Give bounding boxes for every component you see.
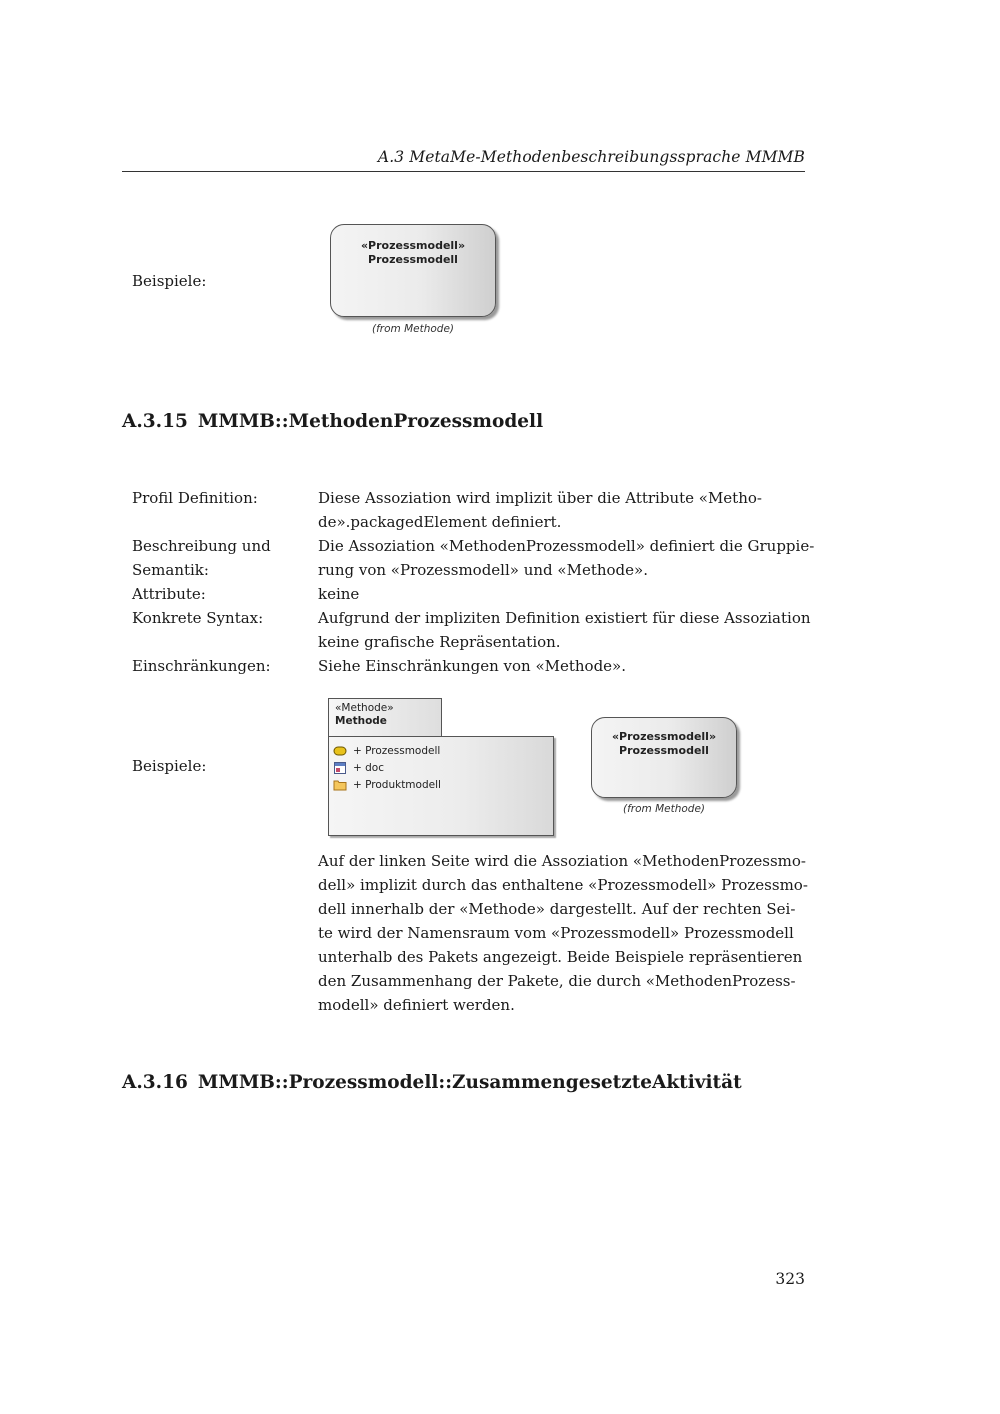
text-line: unterhalb des Pakets angezeigt. Beide Beispiele repräsentieren xyxy=(318,948,803,966)
text-line: dell innerhalb der «Methode» dargestellt. Auf der rechten Sei- xyxy=(318,900,796,918)
row-label-syntax: Konkrete Syntax: xyxy=(132,609,264,627)
text-line: rung von «Prozessmodell» und «Methode». xyxy=(318,561,648,579)
right-diagram-from: (from Methode) xyxy=(622,803,706,815)
package-item-label: + Prozessmodell xyxy=(353,744,441,757)
section-15-heading xyxy=(122,411,543,432)
page-number: 323 xyxy=(775,1270,805,1288)
text-line: Diese Assoziation wird implizit über die Attribute «Metho- xyxy=(318,489,762,507)
text-line: te wird der Namensraum vom «Prozessmodell» Prozessmodell xyxy=(318,924,794,942)
row-text-attribute: keine xyxy=(318,585,360,603)
methode-package-tab xyxy=(328,698,442,737)
section-16-number: A.3.16 xyxy=(122,1072,188,1093)
row-label-profil: Profil Definition: xyxy=(132,489,258,507)
label-line: Semantik: xyxy=(132,561,209,579)
top-example-label: Beispiele: xyxy=(132,272,207,290)
right-diagram-name: Prozessmodell xyxy=(619,744,709,757)
text-line: Auf der linken Seite wird die Assoziation «MethodenProzessmo- xyxy=(318,852,806,870)
text-line: den Zusammenhang der Pakete, die durch «MethodenProzess- xyxy=(318,972,796,990)
package-item-produktmodell xyxy=(333,776,549,793)
package-name: Methode xyxy=(335,715,387,727)
running-header: A.3 MetaMe-Methodenbeschreibungssprache MMMB xyxy=(377,148,805,166)
label-line: Beschreibung und xyxy=(132,537,271,555)
package-item-prozessmodell xyxy=(333,742,549,759)
package-item-label: + Produktmodell xyxy=(353,778,441,791)
package-item-label: + doc xyxy=(353,761,384,774)
row-label-beschreibung xyxy=(132,534,271,582)
text-line: Die Assoziation «MethodenProzessmodell» definiert die Gruppie- xyxy=(318,537,815,555)
row-label-attribute: Attribute: xyxy=(132,585,206,603)
doc-icon xyxy=(333,762,347,774)
row-label-einschraenkungen: Einschränkungen: xyxy=(132,657,271,675)
row-text-profil xyxy=(318,486,762,534)
row-text-syntax xyxy=(318,606,811,654)
folder-icon xyxy=(333,779,347,791)
text-line: de».packagedElement definiert. xyxy=(318,513,562,531)
section-16-heading xyxy=(122,1072,742,1093)
prozessmodell-icon xyxy=(333,745,347,757)
section-15-example-label: Beispiele: xyxy=(132,757,207,775)
right-diagram-stereotype: «Prozessmodell» xyxy=(611,730,717,743)
methode-package-body xyxy=(328,736,554,836)
text-line: keine grafische Repräsentation. xyxy=(318,633,561,651)
explanation-paragraph xyxy=(318,849,808,1017)
package-stereotype: «Methode» xyxy=(335,702,394,714)
section-15-number: A.3.15 xyxy=(122,411,188,432)
right-prozessmodell-diagram xyxy=(591,717,737,798)
section-15-title: MMMB::MethodenProzessmodell xyxy=(197,411,544,432)
text-line: dell» implizit durch das enthaltene «Prozessmodell» Prozessmo- xyxy=(318,876,808,894)
row-text-einschraenkungen: Siehe Einschränkungen von «Methode». xyxy=(318,657,627,675)
text-line: modell» definiert werden. xyxy=(318,996,515,1014)
top-diagram-from: (from Methode) xyxy=(371,323,455,335)
header-rule xyxy=(122,171,805,172)
package-item-doc xyxy=(333,759,549,776)
section-16-title: MMMB::Prozessmodell::ZusammengesetzteAktivität xyxy=(197,1072,742,1093)
top-prozessmodell-diagram xyxy=(330,224,496,317)
text-line: Aufgrund der impliziten Definition existiert für diese Assoziation xyxy=(318,609,811,627)
top-diagram-stereotype: «Prozessmodell» xyxy=(360,239,466,252)
top-diagram-name: Prozessmodell xyxy=(368,253,458,266)
row-text-beschreibung xyxy=(318,534,814,582)
